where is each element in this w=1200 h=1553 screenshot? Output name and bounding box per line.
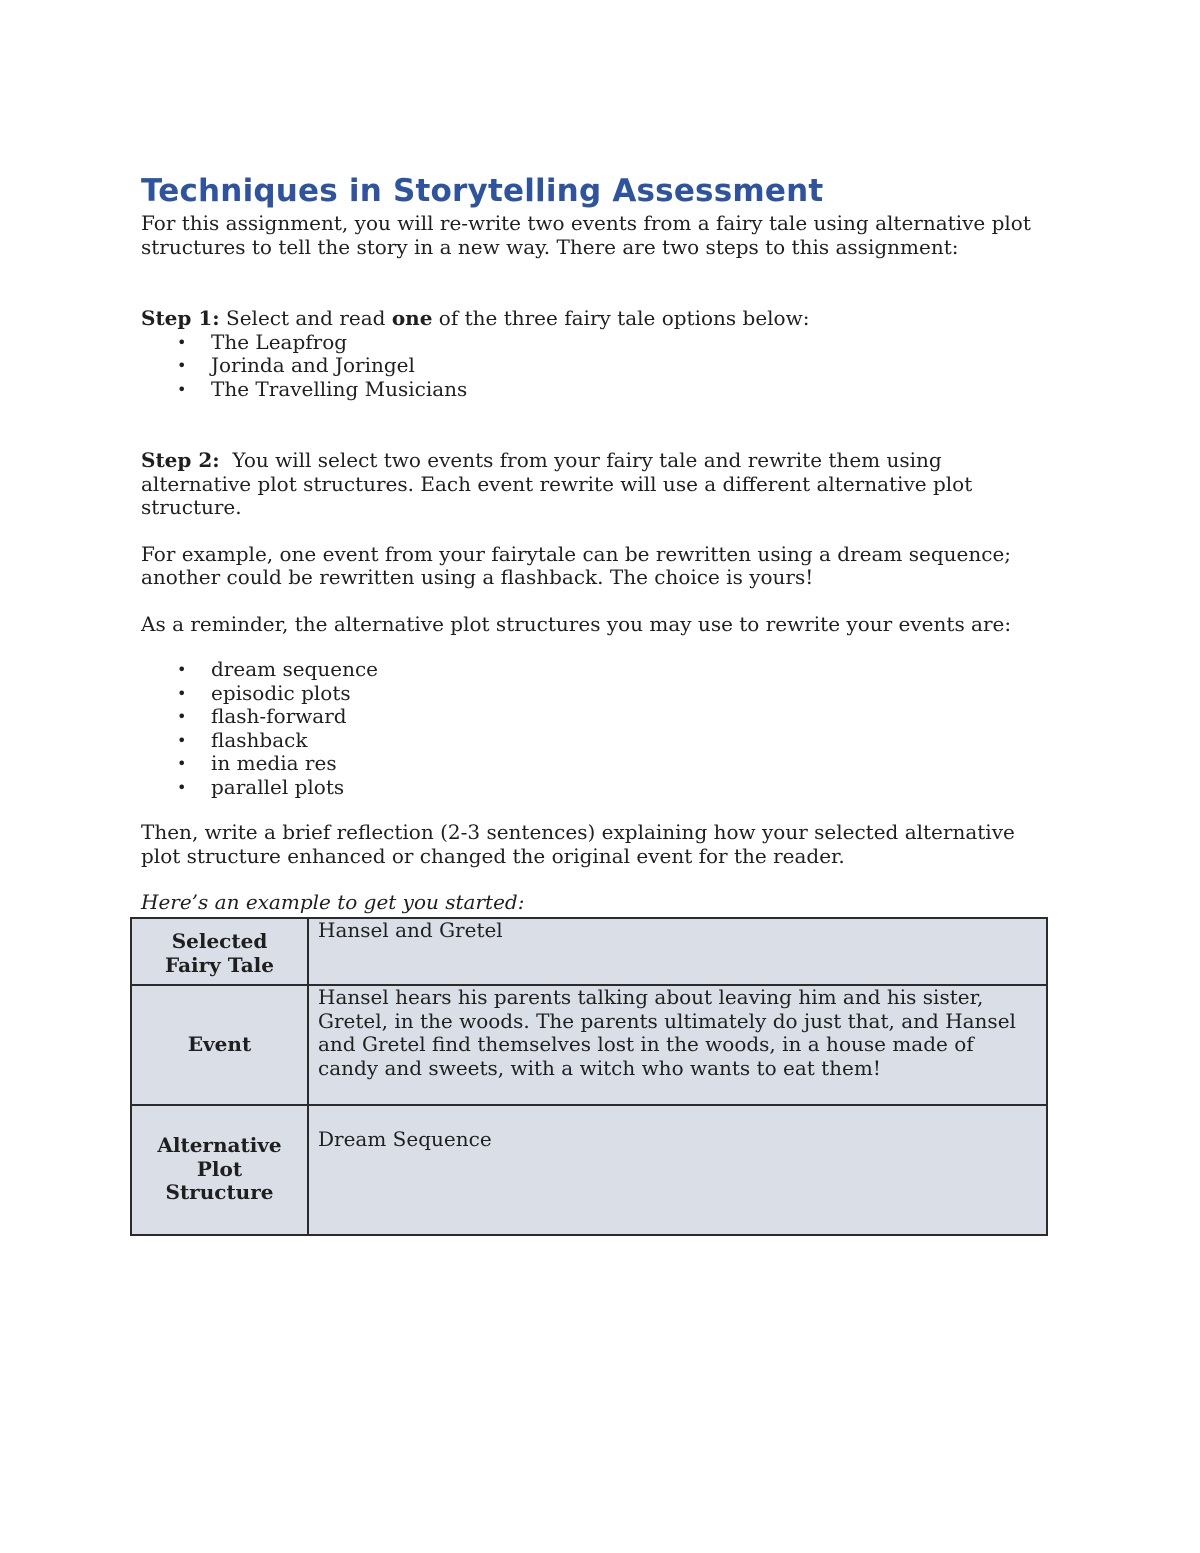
table-row <box>131 1105 1047 1235</box>
bullet-icon: • <box>177 730 187 750</box>
row-header: Selected Fairy Tale <box>131 918 308 985</box>
example-table <box>130 917 1048 1236</box>
list-item <box>141 705 1051 729</box>
bullet-icon: • <box>177 683 187 703</box>
step1-emphasis: one <box>391 306 433 330</box>
bullet-icon: • <box>177 707 187 726</box>
option-label: The Leapfrog <box>211 329 348 354</box>
step1-text-before: Select and read <box>219 306 392 330</box>
table-row <box>131 985 1047 1105</box>
step2-label: Step 2: <box>141 448 220 472</box>
bullet-icon: • <box>177 660 187 679</box>
structure-label: flashback <box>211 727 308 752</box>
list-item <box>141 682 1051 706</box>
row-header: Event <box>131 985 308 1105</box>
reminder-paragraph: As a reminder, the alternative plot structures you may use to rewrite your events are: <box>141 611 1012 636</box>
row-header: Alternative Plot Structure <box>131 1105 308 1235</box>
example-paragraph: For example, one event from your fairytale can be rewritten using a dream sequence; another could be rewritten using a flashback. The choice is yours! <box>141 541 1012 589</box>
option-label: The Travelling Musicians <box>211 376 468 401</box>
option-label: Jorinda and Joringel <box>211 353 415 377</box>
fairy-tale-options-list <box>141 331 1051 402</box>
plot-structures-list <box>141 658 1051 799</box>
row-value: Hansel and Gretel <box>308 918 1047 985</box>
structure-label: dream sequence <box>211 657 378 681</box>
document-page <box>141 170 1051 915</box>
structure-label: parallel plots <box>211 774 345 799</box>
row-value: Hansel hears his parents talking about leaving him and his sister, Gretel, in the woods. The parents ultimately do just that, and Hansel and Gretel find themselves lost in the woods, in a house made of candy and sweets, with a witch who wants to eat them! <box>308 985 1047 1105</box>
bullet-icon: • <box>177 332 187 352</box>
step1-paragraph <box>141 307 1051 331</box>
bullet-icon: • <box>177 754 187 773</box>
bullet-icon: • <box>177 777 187 797</box>
reflection-paragraph: Then, write a brief reflection (2-3 sentences) explaining how your selected alternative plot structure enhanced or changed the original event for the reader. <box>141 820 1015 868</box>
intro-paragraph: For this assignment, you will re-write two events from a fairy tale using alternative plot structures to tell the story in a new way. There are two steps to this assignment: <box>141 211 1031 259</box>
bullet-icon: • <box>177 356 187 375</box>
structure-label: episodic plots <box>211 680 351 705</box>
starter-text: Here’s an example to get you started: <box>141 890 525 914</box>
list-item <box>141 354 1051 378</box>
row-value: Dream Sequence <box>308 1105 1047 1235</box>
list-item <box>141 776 1051 800</box>
step1-label: Step 1: <box>141 306 220 330</box>
step2-text: You will select two events from your fairy tale and rewrite them using alternative plot structures. Each event rewrite will use a different alternative plot structure. <box>141 448 979 519</box>
step2-paragraph <box>141 449 1051 520</box>
list-item <box>141 331 1051 355</box>
list-item <box>141 729 1051 753</box>
list-item <box>141 658 1051 682</box>
list-item <box>141 378 1051 402</box>
bullet-icon: • <box>177 379 187 399</box>
structure-label: flash-forward <box>211 704 347 728</box>
step1-text-after: of the three fairy tale options below: <box>432 306 810 330</box>
structure-label: in media res <box>211 751 337 775</box>
table-row <box>131 918 1047 985</box>
document-title: Techniques in Storytelling Assessment <box>141 173 824 209</box>
list-item <box>141 752 1051 776</box>
